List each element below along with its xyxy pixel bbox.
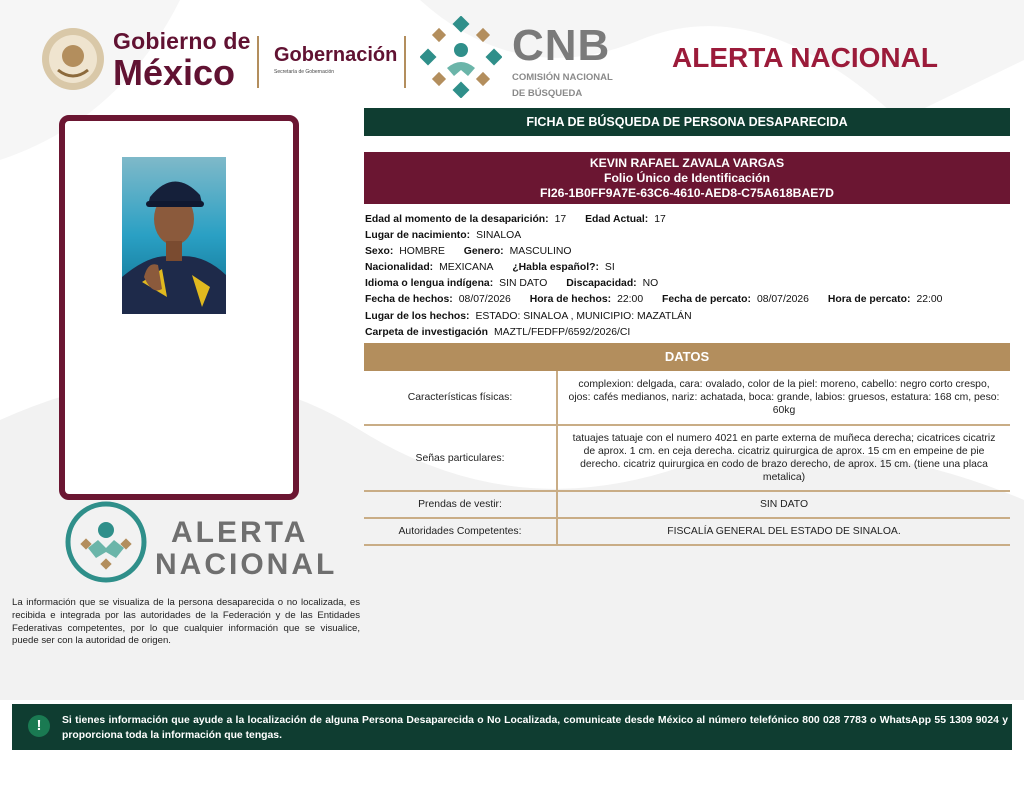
disclaimer-text: La información que se visualiza de la persona desaparecida o no localizada, es recibida e integrada por las autoridades de la Federación y de las Entidades Federativas competentes, por lo que cualquier información que se visualice, puede ser con la autoridad de origen. [12,597,360,647]
info-row [365,228,958,244]
alerta-nacional-wordmark [155,518,337,580]
cnb-line1: COMISIÓN NACIONAL [512,72,613,83]
lugar-nacimiento-value: SINALOA [476,230,522,242]
alerta-nacional-title: ALERTA NACIONAL [672,42,938,73]
fecha-hechos-value: 08/07/2026 [458,294,511,306]
info-row [365,325,958,341]
footer-bar [12,704,1012,750]
habla-espanol-label: ¿Habla español?: [512,262,599,274]
row-label: Señas particulares: [364,425,557,491]
gobernacion-logo [274,44,397,75]
exclamation-icon: ! [28,715,50,737]
row-value: FISCALÍA GENERAL DEL ESTADO DE SINALOA. [557,518,1010,545]
edad-desaparicion-label: Edad al momento de la desaparición: [365,214,549,225]
table-row [364,371,1010,425]
idioma-value: SIN DATO [499,278,548,290]
lugar-nacimiento-label: Lugar de nacimiento: [365,230,471,242]
ficha-title-bar: FICHA DE BÚSQUEDA DE PERSONA DESAPARECIDA [364,108,1010,136]
person-info [365,212,958,341]
alerta-nacional-emblem-icon [64,500,148,584]
info-row [365,244,958,260]
sexo-label: Sexo: [365,246,394,258]
person-name: KEVIN RAFAEL ZAVALA VARGAS [589,156,785,170]
genero-label: Genero: [463,246,504,258]
edad-desaparicion-value: 17 [554,214,567,225]
nacionalidad-value: MEXICANA [439,262,494,274]
row-value: tatuajes tatuaje con el numero 4021 en parte externa de muñeca derecha; cicatrices cicatriz de aprox. 1 cm. en ceja derecha. cicatriz quirurgica de aprox. 15 cm en empeine de pie derecho. cicatriz quirurgica en codo de brazo derecho, de aprox. 15 cm. (tiene una placa metalica) [557,425,1010,491]
row-label: Características físicas: [364,371,557,425]
hora-percato-label: Hora de percato: [827,294,911,306]
carpeta-value: MAZTL/FEDFP/6592/2026/CI [494,326,631,338]
fecha-percato-label: Fecha de percato: [662,294,751,306]
info-row [365,276,958,292]
cnb-acronym: CNB [512,21,611,70]
info-row [365,292,958,308]
lugar-hechos-value: ESTADO: SINALOA , MUNICIPIO: MAZATLÁN [475,310,692,322]
edad-actual-label: Edad Actual: [585,214,649,225]
sexo-value: HOMBRE [399,246,445,258]
gobernacion-title: Gobernación [274,44,398,66]
info-row [365,260,958,276]
nacionalidad-label: Nacionalidad: [365,262,434,274]
discapacidad-label: Discapacidad: [566,278,637,290]
row-value: complexion: delgada, cara: ovalado, color de la piel: moreno, cabello: negro corto crespo, ojos: cafés medianos, nariz: achatada, boca: grande, labios: gruesos, estatura: 168 cm, peso: 60kg [557,371,1010,425]
person-photo [122,157,226,314]
cnb-line2: DE BÚSQUEDA [512,87,583,99]
gob-line2: México [113,52,236,93]
habla-espanol-value: SI [604,262,615,274]
datos-table [364,371,1010,546]
info-row [365,212,958,228]
hora-hechos-value: 22:00 [617,294,644,306]
fecha-percato-value: 08/07/2026 [756,294,809,306]
gobierno-de-mexico-logo [113,30,251,91]
idioma-label: Idioma o lengua indígena: [365,278,494,290]
discapacidad-value: NO [642,278,659,290]
fecha-hechos-label: Fecha de hechos: [365,294,453,306]
carpeta-label: Carpeta de investigación [365,326,488,338]
edad-actual-value: 17 [654,214,666,225]
row-label: Prendas de vestir: [364,491,557,518]
row-label: Autoridades Competentes: [364,518,557,545]
hora-hechos-label: Hora de hechos: [529,294,612,306]
gob-line1: Gobierno de [113,28,251,54]
mexico-seal-icon [40,26,106,92]
table-row [364,491,1010,518]
footer-text: Si tienes información que ayude a la localización de alguna Persona Desaparecida o No Localizada, comunicate desde México al número telefónico 800 028 7783 o WhatsApp 55 1309 9024 y proporciona toda la información que tengas. [62,715,1008,741]
info-row [365,309,958,325]
folio-label: Folio Único de Identificación [604,171,770,185]
hora-percato-value: 22:00 [916,294,943,306]
header-divider [404,36,406,88]
cnb-emblem-icon [420,16,502,98]
cnb-logo-text [512,21,613,100]
folio-value: FI26-1B0FF9A7E-63C6-4610-AED8-C75A618BAE7D [540,186,834,200]
genero-value: MASCULINO [509,246,572,258]
alerta-word-line1: ALERTA [171,516,309,549]
gobernacion-subtitle: Secretaría de Gobernación [274,69,335,75]
alerta-word-line2: NACIONAL [155,548,338,581]
person-header-bar [364,152,1010,204]
datos-header: DATOS [364,343,1010,371]
row-value: SIN DATO [557,491,1010,518]
table-row [364,518,1010,545]
lugar-hechos-label: Lugar de los hechos: [365,310,470,322]
header-divider [257,36,259,88]
table-row [364,425,1010,491]
